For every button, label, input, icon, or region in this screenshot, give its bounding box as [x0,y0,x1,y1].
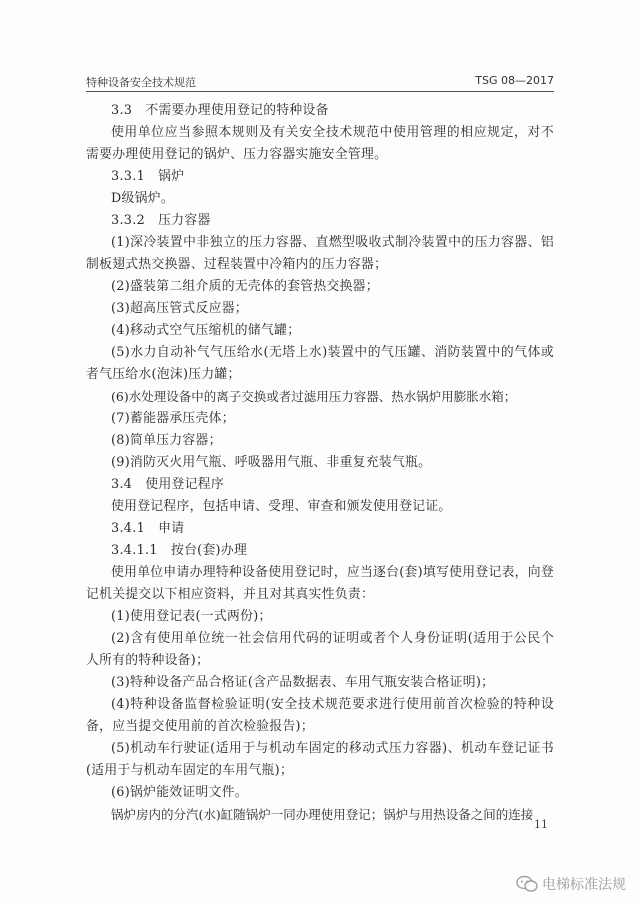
subsection-heading: 3.3.1 锅炉 [111,169,185,184]
subsection-heading: 3.4.1.1 按台(套)办理 [111,543,248,558]
list-item: (2)含有使用单位统一社会信用代码的证明或者个人身份证明(适用于公民个人所有的特种设备)； [86,631,554,668]
watermark [516,873,626,895]
header-title: 特种设备安全技术规范 [86,76,196,89]
subsection-heading: 3.3.2 压力容器 [111,213,211,228]
paragraph: 使用单位应当参照本规则及有关安全技术规范中使用管理的相应规定，对不需要办理使用登记的锅炉、压力容器实施安全管理。 [86,125,554,162]
paragraph: 使用登记程序，包括申请、受理、审查和颁发使用登记证。 [111,499,452,514]
chat-bubble-icon [516,875,538,893]
header-rule [86,91,554,92]
list-item: (1)使用登记表(一式两份)； [111,609,272,624]
list-item: (4)移动式空气压缩机的储气罐； [111,323,301,338]
list-item: (6)水处理设备中的离子交换或者过滤用压力容器、热水锅炉用膨胀水箱； [111,389,517,404]
list-item: (8)简单压力容器； [111,433,222,448]
paragraph: 锅炉房内的分汽(水)缸随锅炉一同办理使用登记；锅炉与用热设备之间的连接 [111,807,534,822]
list-item: (3)特种设备产品合格证(含产品数据表、车用气瓶安装合格证明)； [111,675,495,690]
list-item: (7)蓄能器承压壳体； [111,411,235,426]
list-item: (2)盛装第二组介质的无壳体的套管热交换器； [111,279,379,294]
section-heading: 3.4 使用登记程序 [111,477,224,492]
list-item: (1)深冷装置中非独立的压力容器、直燃型吸收式制冷装置中的压力容器、铝制板翅式热交换器、过程装置中冷箱内的压力容器； [86,235,554,272]
list-item: (4)特种设备监督检验证明(安全技术规范要求进行使用前首次检验的特种设备，应当提交使用前的首次检验报告)； [86,697,554,734]
list-item: (6)锅炉能效证明文件。 [111,785,248,800]
list-item: (5)机动车行驶证(适用于与机动车固定的移动式压力容器)、机动车登记证书(适用于与机动车固定的车用气瓶)； [86,741,554,778]
document-body [86,100,554,826]
list-item: (5)水力自动补气气压给水(无塔上水)装置中的气压罐、消防装置中的气体或者气压给水(泡沫)压力罐； [86,345,554,382]
watermark-text: 电梯标准法规 [542,877,626,893]
paragraph: 使用单位申请办理特种设备使用登记时，应当逐台(套)填写使用登记表，向登记机关提交以下相应资料，并且对其真实性负责： [86,565,554,602]
subsection-heading: 3.4.1 申请 [111,521,185,536]
paragraph: D级锅炉。 [111,191,174,206]
list-item: (9)消防灭火用气瓶、呼吸器用气瓶、非重复充装气瓶。 [111,455,432,470]
running-header [86,74,554,90]
page-number: 11 [534,818,548,831]
section-heading: 3.3 不需要办理使用登记的特种设备 [111,103,329,118]
list-item: (3)超高压管式反应器； [111,301,248,316]
header-standard-code: TSG 08—2017 [475,74,554,87]
